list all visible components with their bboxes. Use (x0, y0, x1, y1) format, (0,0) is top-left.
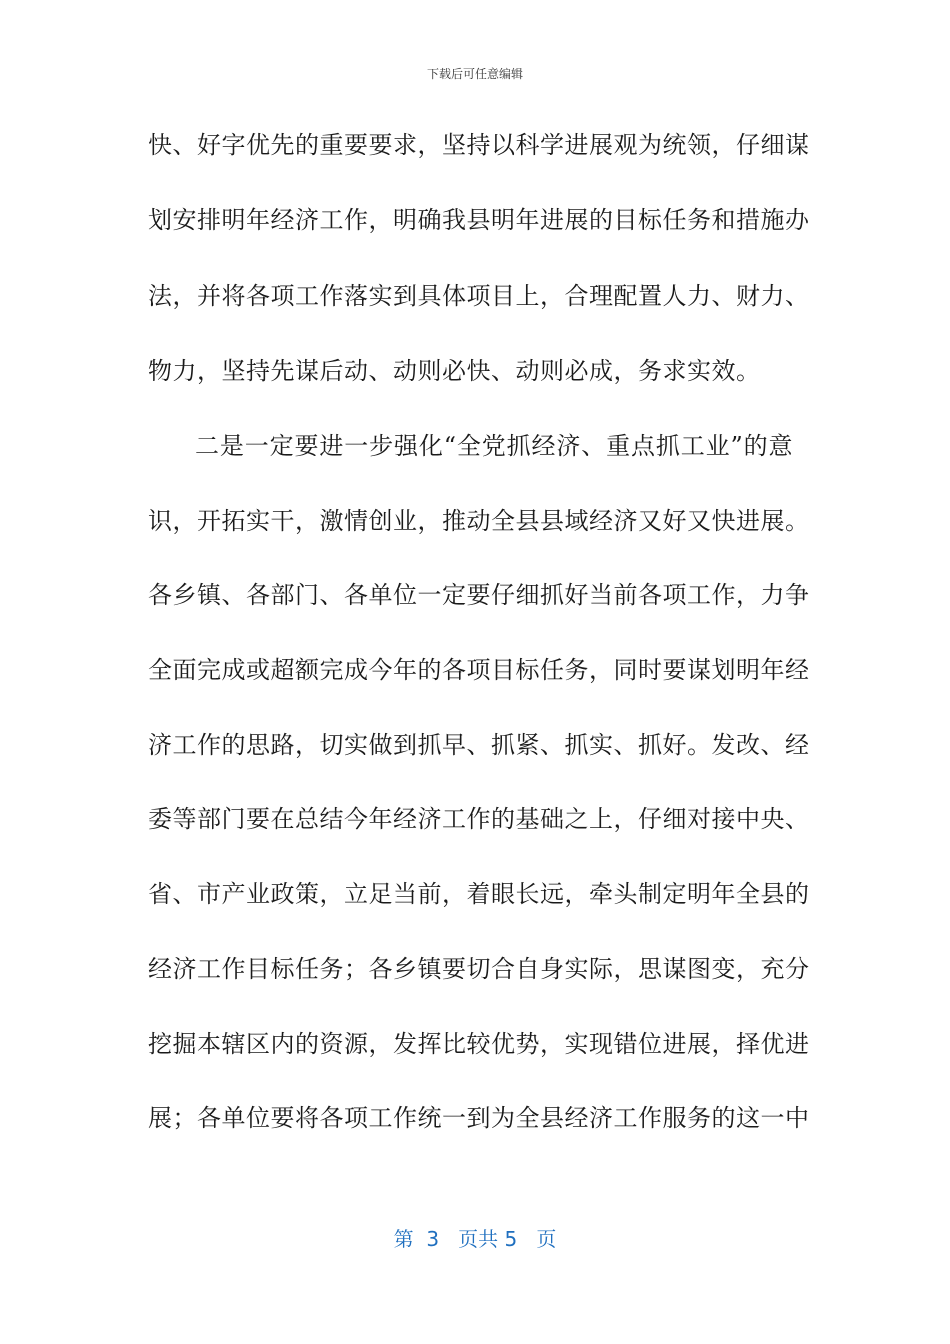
text-line-7: 各乡镇、各部门、各单位一定要仔细抓好当前各项工作，力争 (148, 581, 810, 609)
text-line-11: 省、市产业政策，立足当前，着眼长远，牵头制定明年全县的 (148, 880, 810, 908)
text-line-12: 经济工作目标任务；各乡镇要切合自身实际，思谋图变，充分 (148, 955, 810, 983)
text-line-2: 划安排明年经济工作，明确我县明年进展的目标任务和措施办 (148, 206, 810, 234)
text-line-3: 法，并将各项工作落实到具体项目上，合理配置人力、财力、 (148, 282, 810, 310)
text-line-9: 济工作的思路，切实做到抓早、抓紧、抓实、抓好。发改、经 (148, 731, 810, 759)
text-line-13: 挖掘本辖区内的资源，发挥比较优势，实现错位进展，择优进 (148, 1030, 810, 1058)
text-line-5: 二是一定要进一步强化“全党抓经济、重点抓工业”的意 (195, 432, 793, 460)
text-line-6: 识，开拓实干，激情创业，推动全县县域经济又好又快进展。 (148, 507, 810, 535)
text-line-4: 物力，坚持先谋后动、动则必快、动则必成，务求实效。 (148, 357, 761, 385)
text-line-1: 快、好字优先的重要要求，坚持以科学进展观为统领，仔细谋 (148, 131, 810, 159)
page-header-note: 下载后可任意编辑 (426, 67, 523, 81)
text-line-14: 展；各单位要将各项工作统一到为全县经济工作服务的这一中 (148, 1104, 810, 1132)
text-line-8: 全面完成或超额完成今年的各项目标任务，同时要谋划明年经 (148, 656, 810, 684)
text-line-10: 委等部门要在总结今年经济工作的基础之上，仔细对接中央、 (148, 805, 810, 833)
page-number-footer: 第 3 页共 5 页 (393, 1227, 557, 1251)
